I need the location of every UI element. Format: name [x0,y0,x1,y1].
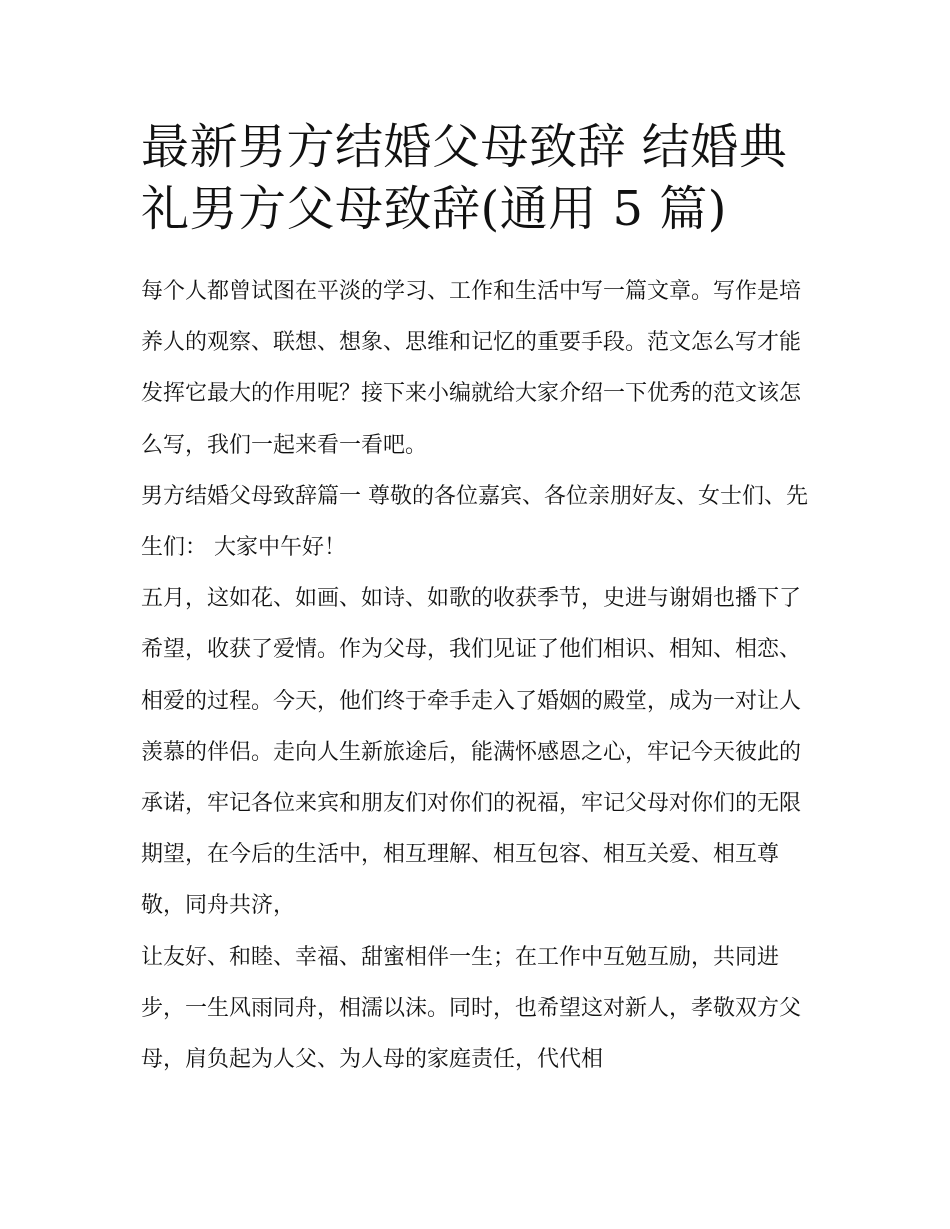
paragraph-speech-1: 五月，这如花、如画、如诗、如歌的收获季节，史进与谢娟也播下了希望，收获了爱情。作为父母，我们见证了他们相识、相知、相恋、相爱的过程。今天，他们终于牵手走入了婚姻的殿堂，成为一对让人羡慕的伴侣。走向人生新旅途后，能满怀感恩之心，牢记今天彼此的承诺，牢记各位来宾和朋友们对你们的祝福，牢记父母对你们的无限期望，在今后的生活中，相互理解、相互包容、相互关爱、相互尊敬，同舟共济， [141,586,802,919]
paragraph-greeting: 男方结婚父母致辞篇一 尊敬的各位嘉宾、各位亲朋好友、女士们、先生们： 大家中午好！ [141,483,808,561]
document-body [141,266,813,1085]
document-title: 最新男方结婚父母致辞 结婚典礼男方父母致辞(通用 5 篇) [141,119,788,237]
paragraph-intro: 每个人都曾试图在平淡的学习、工作和生活中写一篇文章。写作是培养人的观察、联想、想象、思维和记忆的重要手段。范文怎么写才能发挥它最大的作用呢？接下来小编就给大家介绍一下优秀的范文该怎么写，我们一起来看一看吧。 [141,279,802,458]
document-content [141,116,813,1085]
paragraph-speech-2: 让友好、和睦、幸福、甜蜜相伴一生；在工作中互勉互励，共同进步，一生风雨同舟，相濡以沫。同时，也希望这对新人，孝敬双方父母，肩负起为人父、为人母的家庭责任，代代相 [141,944,802,1073]
